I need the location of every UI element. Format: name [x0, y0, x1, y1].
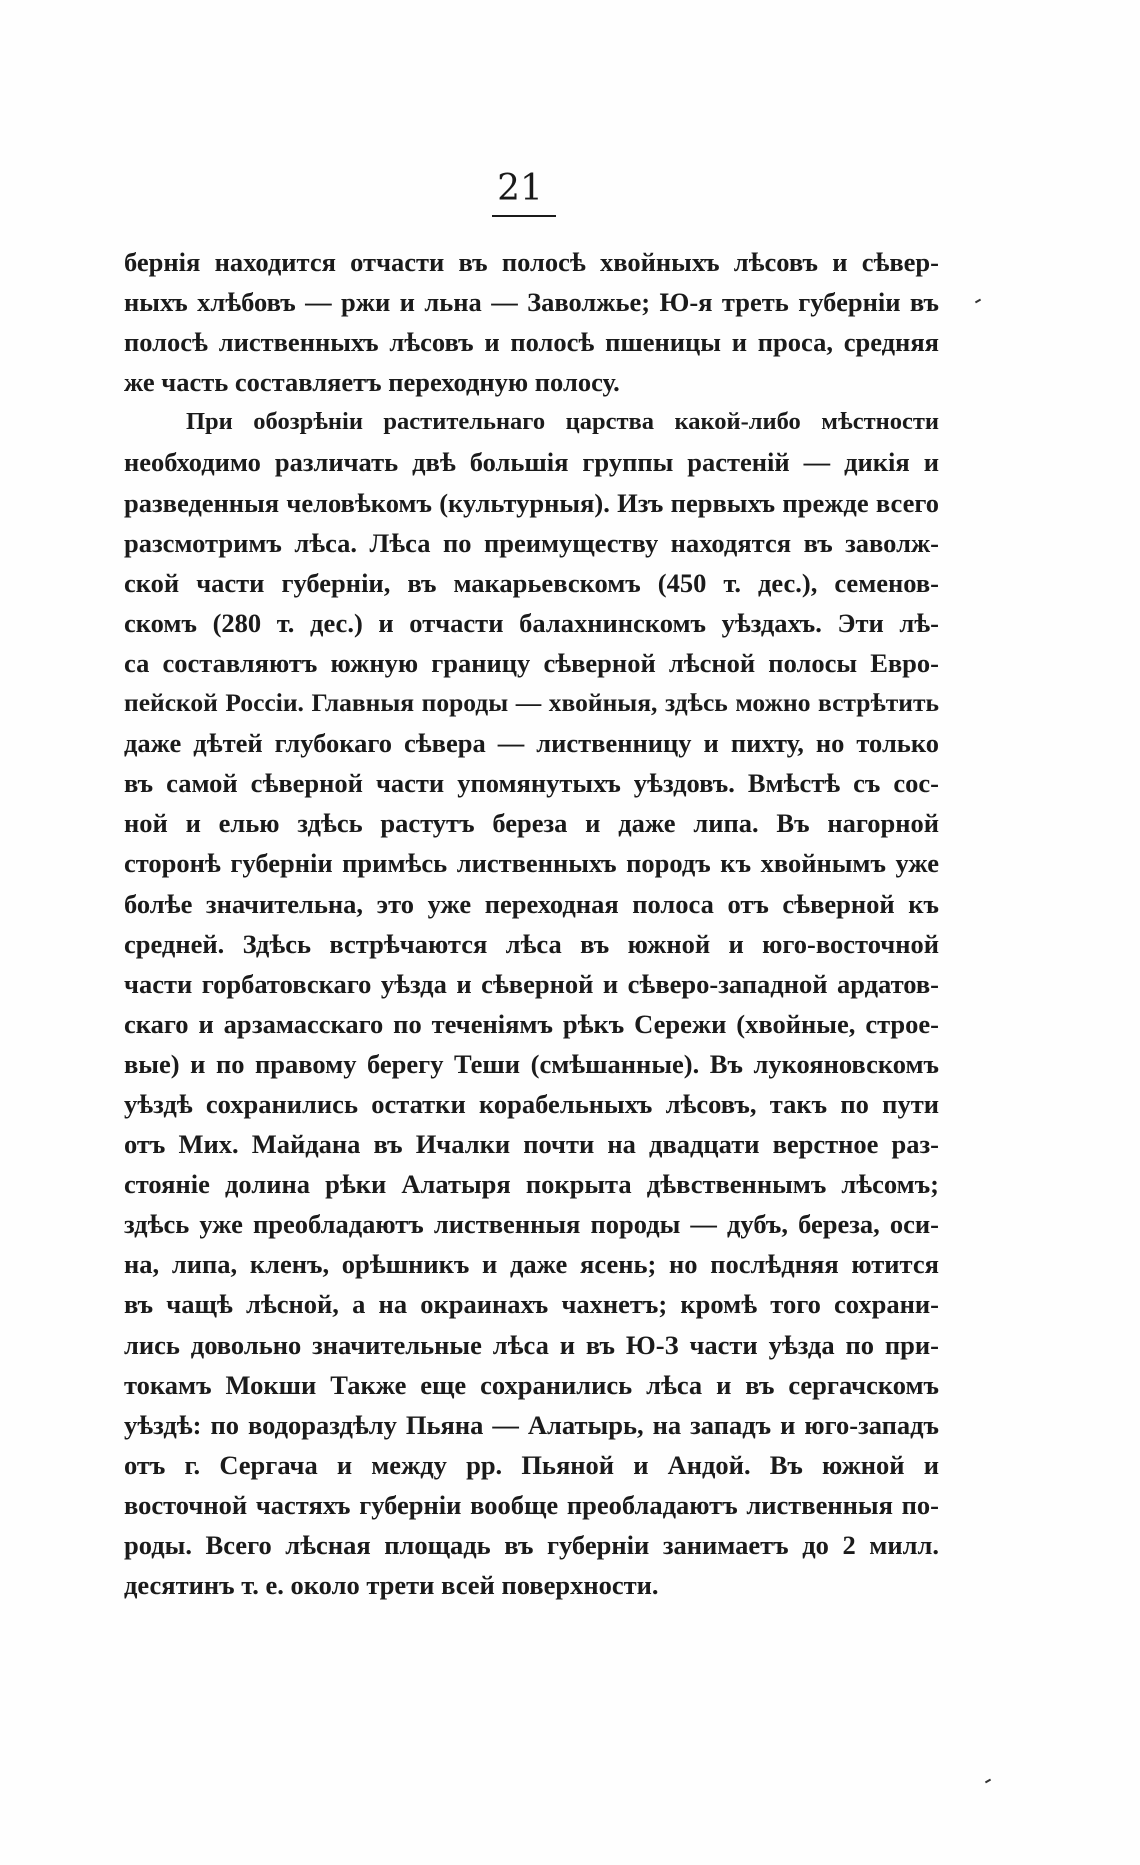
text-line: средней. Здѣсь встрѣчаются лѣса въ южной и юго-восточной	[124, 928, 939, 959]
text-line: лись довольно значительные лѣса и въ Ю-З части уѣзда по при-	[124, 1329, 939, 1360]
scan-speck	[985, 1779, 991, 1784]
text-line: разведенныя человѣкомъ (культурныя). Изъ первыхъ прежде всего	[124, 487, 939, 518]
text-line: скаго и арзамасскаго по теченіямъ рѣкъ Сережи (хвойные, строе-	[124, 1008, 939, 1039]
text-line: стояніе долина рѣки Алатыря покрыта дѣвственнымъ лѣсомъ;	[124, 1169, 939, 1200]
text-line: отъ Мих. Майдана въ Ичалки почти на двадцати верстное раз-	[124, 1129, 939, 1160]
text-line: необходимо различать двѣ большія группы растеній — дикія и	[124, 447, 939, 478]
text-line: болѣе значительна, это уже переходная полоса отъ сѣверной къ	[124, 888, 939, 919]
text-line: разсмотримъ лѣса. Лѣса по преимуществу находятся въ заволж-	[124, 527, 939, 558]
paragraph-1	[124, 242, 939, 402]
text-line: пейской Россіи. Главныя породы — хвойныя, здѣсь можно встрѣтить	[124, 688, 939, 718]
text-line: части горбатовскаго уѣзда и сѣверной и сѣверо-западной ардатов-	[124, 968, 939, 999]
paragraph-2	[124, 402, 939, 1605]
text-line: отъ г. Сергача и между рр. Пьяной и Андой. Въ южной и	[124, 1449, 939, 1480]
text-line: восточной частяхъ губерніи вообще преобладаютъ лиственныя по-	[124, 1489, 939, 1520]
page-number: 21	[497, 168, 543, 209]
page-number-underline	[492, 215, 556, 217]
text-line: При обозрѣніи растительнаго царства какой-либо мѣстности	[186, 408, 939, 436]
text-line: уѣздѣ: по водораздѣлу Пьяна — Алатырь, на западъ и юго-западъ	[124, 1409, 939, 1440]
text-line: ной и елью здѣсь растутъ береза и даже липа. Въ нагорной	[124, 808, 939, 839]
scan-speck	[975, 299, 981, 304]
text-line: же часть составляетъ переходную полосу.	[124, 367, 620, 398]
text-line: въ чащѣ лѣсной, а на окраинахъ чахнетъ; кромѣ того сохрани-	[124, 1289, 939, 1320]
text-line: уѣздѣ сохранились остатки корабельныхъ лѣсовъ, такъ по пути	[124, 1088, 939, 1119]
text-line: даже дѣтей глубокаго сѣвера — лиственницу и пихту, но только	[124, 728, 939, 759]
body-text	[124, 242, 939, 1605]
text-line: сторонѣ губерніи примѣсь лиственныхъ породъ къ хвойнымъ уже	[124, 848, 939, 879]
text-line: ской части губерніи, въ макарьевскомъ (450 т. дес.), семенов-	[124, 567, 939, 598]
text-line: роды. Всего лѣсная площадь въ губерніи занимаетъ до 2 милл.	[124, 1530, 939, 1560]
text-line: на, липа, кленъ, орѣшникъ и даже ясень; но послѣдняя ютится	[124, 1249, 939, 1280]
text-line: ныхъ хлѣбовъ — ржи и льна — Заволжье; Ю-я треть губерніи въ	[124, 287, 939, 318]
text-line: са составляютъ южную границу сѣверной лѣсной полосы Евро-	[124, 647, 939, 678]
text-line: здѣсь уже преобладаютъ лиственныя породы — дубъ, береза, оси-	[124, 1209, 939, 1240]
text-line: бернія находится отчасти въ полосѣ хвойныхъ лѣсовъ и сѣвер-	[124, 247, 939, 277]
text-line: токамъ Мокши Также еще сохранились лѣса и въ сергачскомъ	[124, 1369, 939, 1400]
text-line: вые) и по правому берегу Теши (смѣшанные). Въ лукояновскомъ	[124, 1048, 939, 1079]
text-line: въ самой сѣверной части упомянутыхъ уѣздовъ. Вмѣстѣ съ сос-	[124, 768, 939, 799]
text-line: полосѣ лиственныхъ лѣсовъ и полосѣ пшеницы и проса, средняя	[124, 327, 939, 358]
text-line: десятинъ т. е. около трети всей поверхности.	[124, 1570, 659, 1601]
text-line: скомъ (280 т. дес.) и отчасти балахнинскомъ уѣздахъ. Эти лѣ-	[124, 607, 939, 638]
